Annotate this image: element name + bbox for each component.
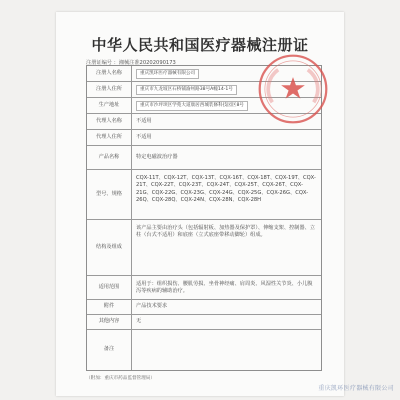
field-label: 生产地址 (87, 98, 132, 114)
field-label: 注册人住所 (87, 82, 132, 98)
field-value: 产品技术要求 (132, 300, 321, 315)
field-value-text: 重庆市九龙坡区石桥铺渝州路38号A幢14-1号 (136, 85, 237, 95)
field-value: 无 (132, 315, 321, 330)
field-value-text: 重庆凯环医疗器械有限公司 (136, 69, 199, 79)
certificate-title: 中华人民共和国医疗器械注册证 (91, 36, 309, 54)
issuing-authority-note: （附加：重庆市药品监督管理局） (86, 376, 155, 381)
field-value-text: 重庆市沙坪坝区学苑大道康居西城装修科技园区8号 (136, 101, 248, 111)
field-label: 产品名称 (87, 146, 132, 170)
field-label: 其他内容 (87, 315, 132, 330)
field-label: 代理人名称 (87, 114, 132, 130)
field-label: 型号、规格 (87, 170, 132, 220)
field-value (132, 330, 321, 370)
field-label: 结构及组成 (87, 220, 132, 276)
field-label: 代理人住所 (87, 130, 132, 146)
field-value: 特定电磁波治疗器 (132, 146, 321, 170)
field-value: 不适用 (132, 130, 321, 146)
field-label: 适用范围 (87, 276, 132, 300)
watermark-text: 重庆凯环医疗器械有限公司 (318, 385, 394, 392)
official-seal-stamp (256, 52, 330, 126)
registration-number: 注册证编号 ：湘械注准20202090173 (86, 60, 176, 66)
field-value: 适用于：组织损伤、腰肌劳损、坐骨神经痛、肩周炎、风湿性关节炎、小儿腹泻等疾病的辅助治疗。 (132, 276, 321, 300)
field-label: 备注 (87, 330, 132, 370)
field-label: 注册人名称 (87, 66, 132, 82)
field-label: 附件 (87, 300, 132, 315)
field-value: 该产品主要由治疗头（包括辐射板、加热器及保护罩）、伸缩支架、控制器、立柱（台式不适用）和底座（立式底座带移动脚轮）组成。 (132, 220, 321, 276)
field-value: 不适用 (132, 114, 321, 130)
certificate-sheet (56, 12, 344, 396)
field-value: CQX-11T、CQX-12T、CQX-13T、CQX-16T、CQX-18T、CQX-19T、CQX-21T、CQX-22T、CQX-23T、CQX-24T、CQX-25T、CQX-26T、CQX-21G、CQX-22G、CQX-23G、CQX-24G、CQX-25G、CQX-26G、CQX-26Q、CQX-28Q、CQX-24N、CQX-28N、CQX-28H (132, 170, 321, 220)
